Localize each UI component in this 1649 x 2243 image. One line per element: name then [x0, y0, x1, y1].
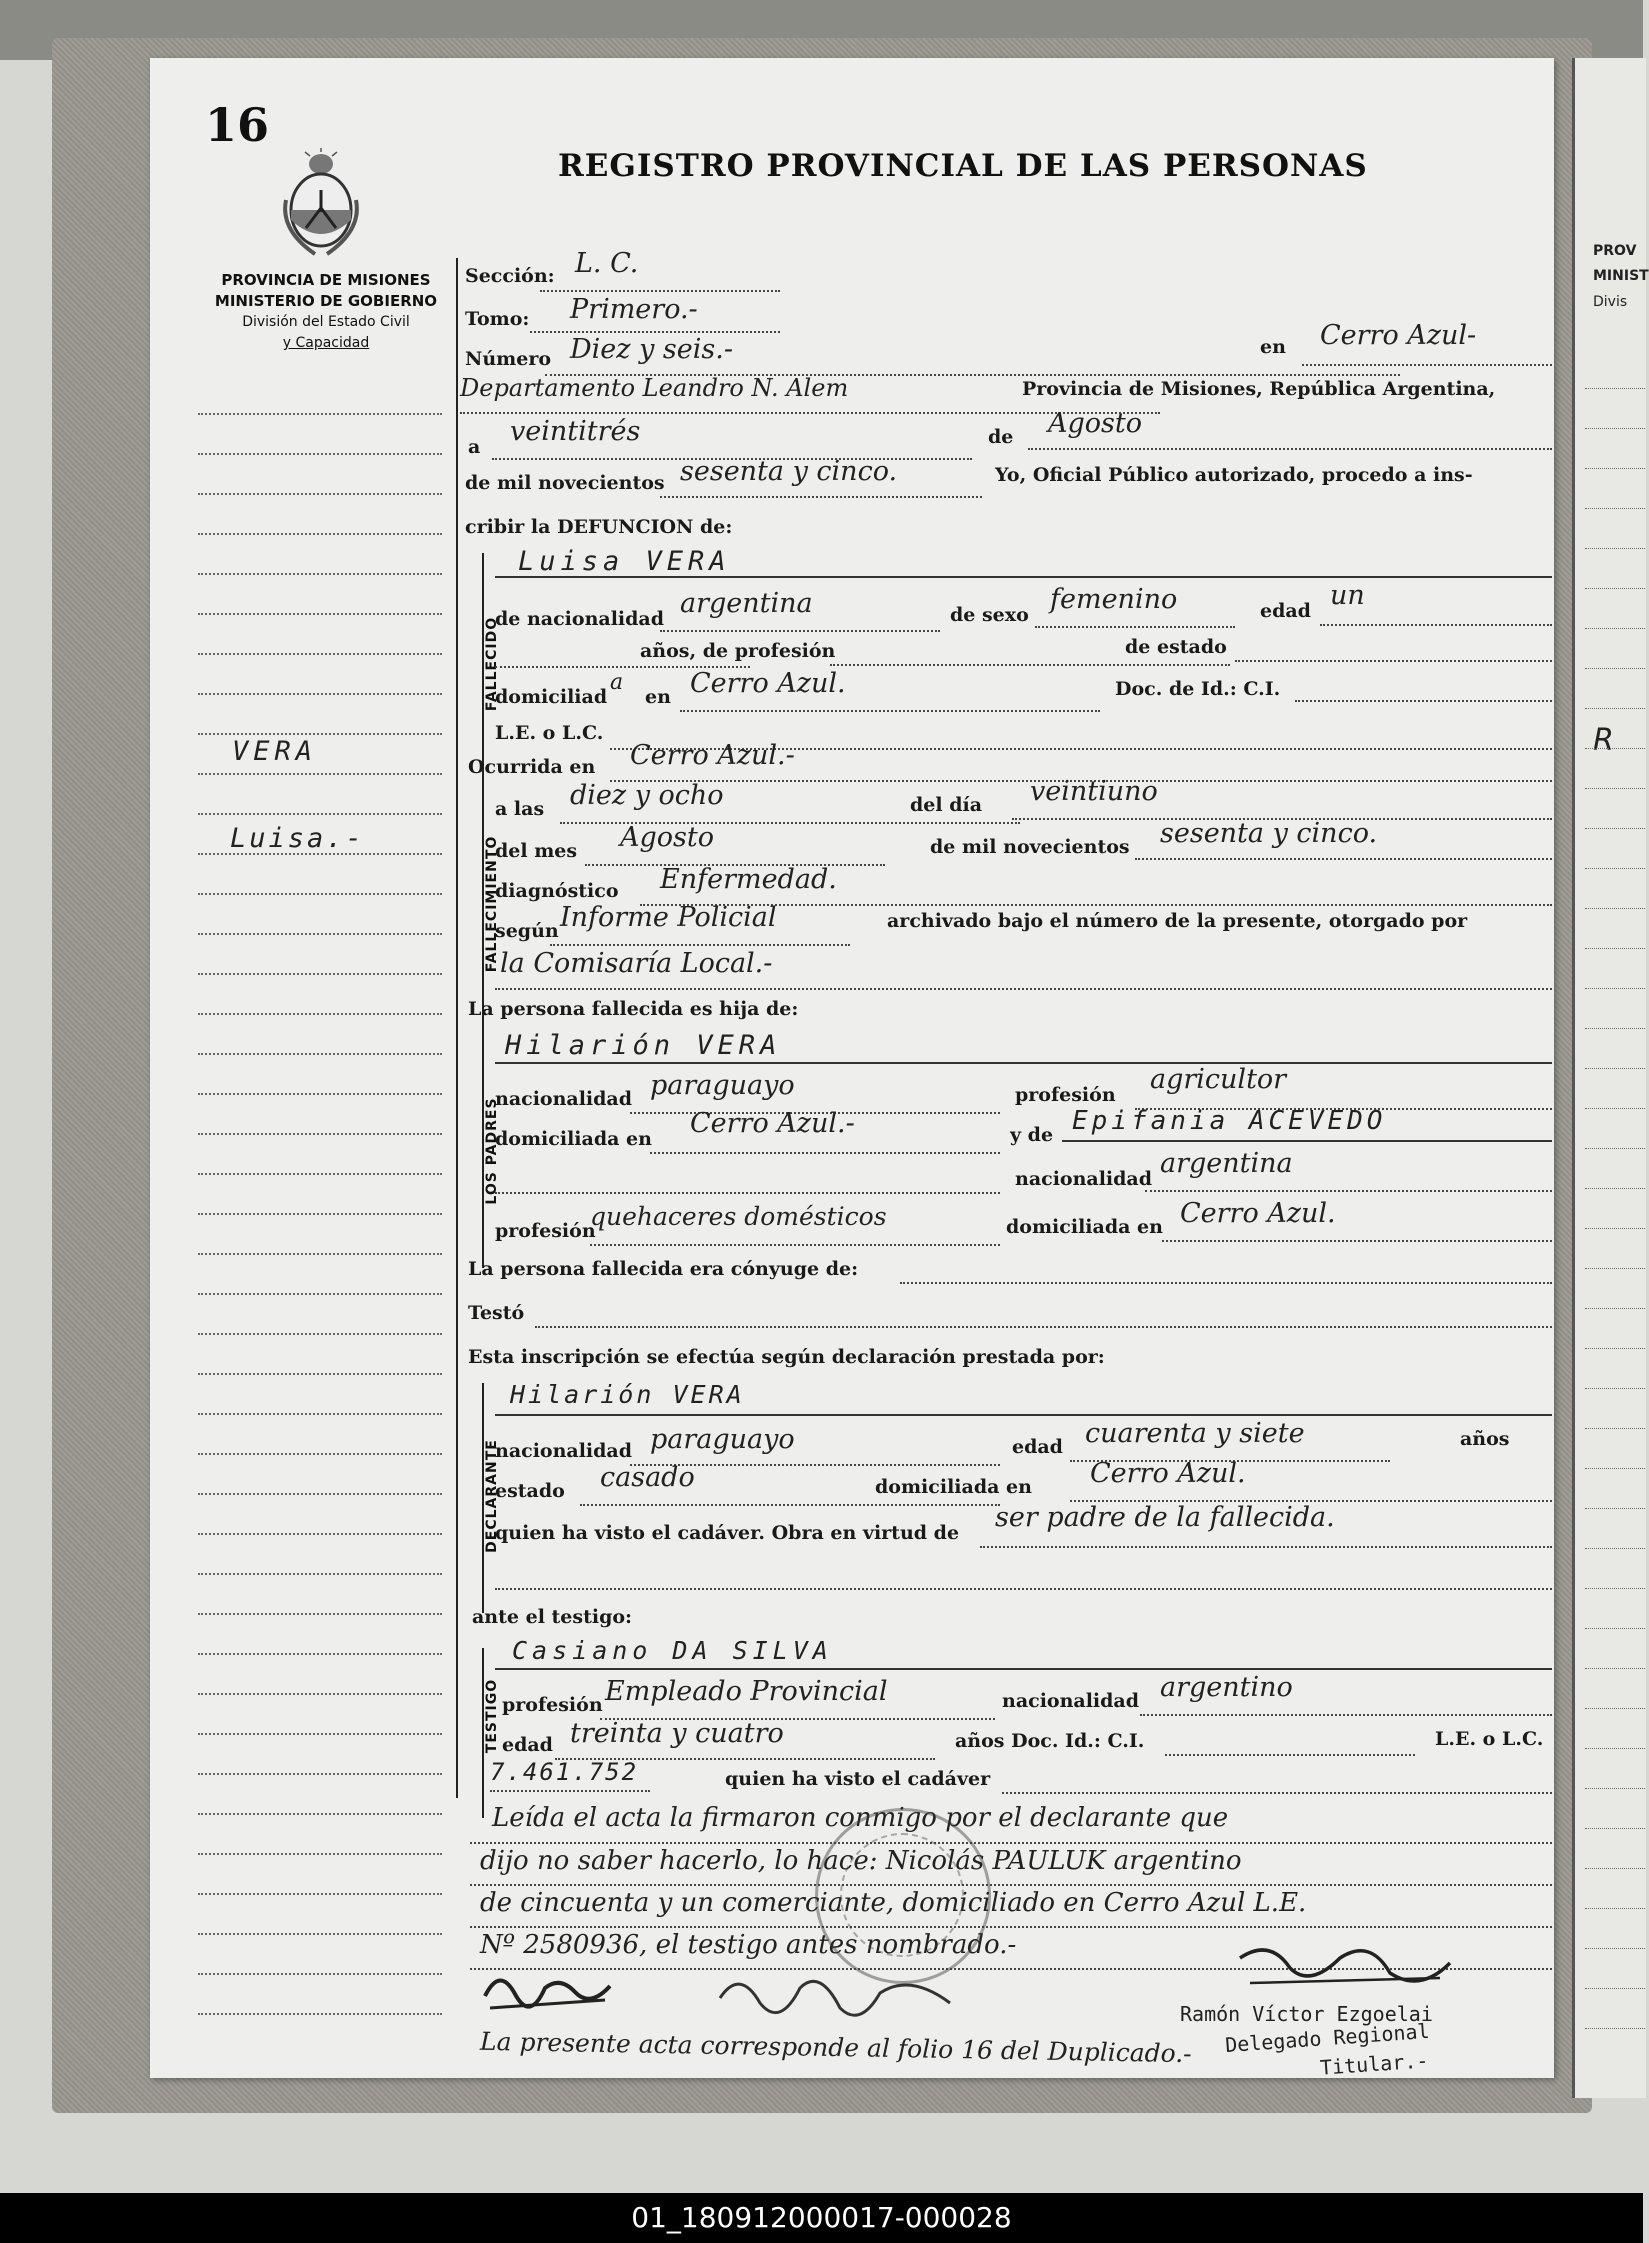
- padre-profesion-label: profesión: [1015, 1084, 1116, 1106]
- domicilio-value: Cerro Azul.: [690, 668, 846, 699]
- margin-ruling-line: [198, 1973, 442, 1975]
- adjacent-ruling-line: [1585, 1908, 1645, 1909]
- officer-title-1: Delegado Regional: [1224, 2018, 1431, 2058]
- sexo-label: de sexo: [950, 604, 1029, 626]
- dotted-line: [530, 331, 780, 333]
- ante-testigo-label: ante el testigo:: [472, 1606, 633, 1628]
- testigo-doc-value: 7.461.752: [490, 1758, 639, 1786]
- dotted-line: [470, 1842, 1552, 1844]
- testigo-doc-label: años Doc. Id.: C.I.: [955, 1730, 1145, 1752]
- witness-signature: [710, 1958, 970, 2038]
- adjacent-ruling-line: [1585, 1748, 1645, 1749]
- adjacent-ruling-line: [1585, 1268, 1645, 1269]
- declarante-section-label: DECLARANTE: [484, 1439, 500, 1553]
- anio-fallecimiento-value: sesenta y cinco.: [1160, 818, 1378, 849]
- adjacent-ruling-line: [1585, 788, 1645, 789]
- adjacent-ruling-line: [1585, 988, 1645, 989]
- adjacent-ruling-line: [1585, 1988, 1645, 1989]
- province-line: PROVINCIA DE MISIONES: [221, 271, 431, 289]
- adjacent-ruling-line: [1585, 1548, 1645, 1549]
- dotted-line: [1135, 858, 1552, 860]
- dotted-line: [660, 630, 940, 632]
- adjacent-page: [1572, 58, 1649, 2098]
- estado-label: de estado: [1125, 636, 1227, 658]
- adjacent-ruling-line: [1585, 1308, 1645, 1309]
- margin-surname: VERA: [232, 736, 318, 767]
- dotted-line: [495, 1588, 1552, 1590]
- hora-value: diez y ocho: [570, 780, 724, 811]
- note-line-3: de cincuenta y un comerciante, domiciliado en Cerro Azul L.E.: [480, 1888, 1307, 1918]
- edad-value: un: [1330, 580, 1365, 611]
- padre-domicilio-label: domiciliada en: [495, 1128, 652, 1150]
- nacionalidad-label: de nacionalidad: [495, 608, 665, 630]
- dotted-line: [640, 904, 1552, 906]
- adjacent-page-text-3: Divis: [1593, 294, 1628, 310]
- margin-ruling-line: [198, 733, 442, 735]
- declarante-domicilio-value: Cerro Azul.: [1090, 1458, 1246, 1489]
- dotted-line: [680, 710, 1100, 712]
- dotted-line: [1035, 626, 1235, 628]
- adjacent-ruling-line: [1585, 588, 1645, 589]
- margin-ruling-line: [198, 773, 442, 775]
- padre-domicilio-value: Cerro Azul.-: [690, 1108, 855, 1139]
- margin-ruling-line: [198, 813, 442, 815]
- adjacent-page-text-2: MINIST: [1593, 268, 1649, 284]
- oficial-label: Yo, Oficial Público autorizado, procedo a ins-: [995, 464, 1473, 486]
- margin-ruling-line: [198, 1693, 442, 1695]
- adjacent-ruling-line: [1585, 548, 1645, 549]
- testigo-le-lc-label: L.E. o L.C.: [1435, 1728, 1544, 1750]
- en-label-2: en: [645, 686, 671, 708]
- madre-domicilio-value: Cerro Azul.: [1180, 1198, 1336, 1229]
- margin-ruling-line: [198, 1013, 442, 1015]
- adjacent-ruling-line: [1585, 1868, 1645, 1869]
- padre-nacionalidad-value: paraguayo: [650, 1070, 795, 1101]
- dotted-line: [490, 1790, 650, 1792]
- quien-visto-label: quien ha visto el cadáver. Obra en virtud de: [495, 1522, 960, 1544]
- adjacent-ruling-line: [1585, 628, 1645, 629]
- adjacent-ruling-line: [1585, 1388, 1645, 1389]
- main-column-border: [456, 258, 458, 1798]
- adjacent-ruling-line: [1585, 1788, 1645, 1789]
- adjacent-ruling-line: [1585, 1468, 1645, 1469]
- adjacent-ruling-line: [1585, 948, 1645, 949]
- dotted-line: [830, 664, 1230, 666]
- adjacent-ruling-line: [1585, 468, 1645, 469]
- capacity-line: y Capacidad: [282, 335, 370, 351]
- declarante-edad-label: edad: [1012, 1436, 1063, 1458]
- fallecido-section-label: FALLECIDO: [484, 616, 500, 712]
- quien-visto-2-label: quien ha visto el cadáver: [725, 1768, 991, 1790]
- madre-name: Epifania ACEVEDO: [1072, 1106, 1387, 1136]
- adjacent-ruling-line: [1585, 1028, 1645, 1029]
- dotted-line: [1162, 1240, 1552, 1242]
- dotted-line: [550, 944, 850, 946]
- adjacent-ruling-line: [1585, 668, 1645, 669]
- tomo-label: Tomo:: [465, 308, 530, 330]
- note-line-2: dijo no saber hacerlo, lo hace: Nicolás PAULUK argentino: [480, 1846, 1242, 1876]
- margin-ruling-line: [198, 1653, 442, 1655]
- de-label: de: [988, 426, 1014, 448]
- segun-label: según: [495, 920, 559, 942]
- hija-de-label: La persona fallecida es hija de:: [468, 998, 799, 1020]
- mes-label: del mes: [495, 840, 578, 862]
- edad-label: edad: [1260, 600, 1311, 622]
- margin-ruling-line: [198, 1093, 442, 1095]
- officer-name: Ramón Víctor Ezgoelai: [1180, 2002, 1433, 2026]
- margin-given-name: Luisa.-: [230, 823, 365, 854]
- testigo-profesion-value: Empleado Provincial: [605, 1676, 888, 1707]
- dotted-line: [1320, 624, 1552, 626]
- dotted-line: [1235, 660, 1552, 662]
- adjacent-ruling-line: [1585, 1148, 1645, 1149]
- dotted-line: [535, 1326, 1552, 1328]
- dotted-line: [980, 1546, 1552, 1548]
- declarante-estado-value: casado: [600, 1462, 695, 1493]
- declarante-name: Hilarión VERA: [510, 1380, 745, 1409]
- numero-label: Número: [465, 348, 552, 370]
- adjacent-ruling-line: [1585, 388, 1645, 389]
- underline: [495, 576, 1552, 578]
- madre-nacionalidad-value: argentina: [1160, 1148, 1293, 1179]
- dotted-line: [580, 1504, 1000, 1506]
- fallecimiento-section-label: FALLECIMIENTO: [484, 835, 500, 973]
- testigo-nacionalidad-value: argentino: [1160, 1672, 1293, 1703]
- testigo-profesion-label: profesión: [502, 1694, 603, 1716]
- province-header: [196, 270, 456, 354]
- officer-signature: [1230, 1938, 1460, 2008]
- division-line: División del Estado Civil: [242, 314, 410, 330]
- fallecido-name: Luisa VERA: [518, 546, 731, 577]
- registry-page: [150, 58, 1554, 2078]
- anos-label: años: [1460, 1428, 1510, 1450]
- margin-ruling-line: [198, 693, 442, 695]
- margin-ruling-line: [198, 1373, 442, 1375]
- dotted-line: [1028, 448, 1552, 450]
- margin-ruling-line: [198, 893, 442, 895]
- dotted-line: [470, 1884, 1552, 1886]
- folio-number: 16: [205, 98, 270, 152]
- archivado-label: archivado bajo el número de la presente, otorgado por: [887, 910, 1468, 932]
- a-label: a: [468, 436, 481, 458]
- adjacent-ruling-line: [1585, 1348, 1645, 1349]
- adjacent-ruling-line: [1585, 508, 1645, 509]
- adjacent-ruling-line: [1585, 2028, 1645, 2029]
- margin-ruling-line: [198, 453, 442, 455]
- margin-ruling-line: [198, 1173, 442, 1175]
- madre-domicilio-label: domiciliada en: [1006, 1216, 1163, 1238]
- dia-value: veintitrés: [510, 416, 641, 447]
- testo-label: Testó: [468, 1302, 525, 1324]
- adjacent-ruling-line: [1585, 1588, 1645, 1589]
- y-de-label: y de: [1010, 1124, 1054, 1146]
- margin-ruling-line: [198, 1253, 442, 1255]
- dotted-line: [660, 496, 982, 498]
- registry-title: REGISTRO PROVINCIAL DE LAS PERSONAS: [558, 148, 1368, 184]
- numero-value: Diez y seis.-: [570, 334, 733, 365]
- departamento-value: Departamento Leandro N. Alem: [460, 374, 849, 402]
- testigo-edad-value: treinta y cuatro: [570, 1718, 784, 1749]
- nacionalidad-value: argentina: [680, 588, 813, 619]
- mes-value: Agosto: [1048, 408, 1142, 439]
- testigo-edad-label: edad: [502, 1734, 553, 1756]
- adjacent-ruling-line: [1585, 1428, 1645, 1429]
- adjacent-page-text-1: PROV: [1593, 243, 1637, 259]
- adjacent-ruling-line: [1585, 1188, 1645, 1189]
- margin-ruling-line: [198, 1213, 442, 1215]
- conyuge-label: La persona fallecida era cónyuge de:: [468, 1258, 859, 1280]
- declarant-signature: [480, 1956, 620, 2016]
- margin-ruling-line: [198, 1813, 442, 1815]
- dotted-line: [470, 1926, 1552, 1928]
- adjacent-ruling-line: [1585, 1668, 1645, 1669]
- dotted-line: [1302, 364, 1552, 366]
- defuncion-label: cribir la DEFUNCION de:: [465, 516, 733, 538]
- adjacent-ruling-line: [1585, 1228, 1645, 1229]
- image-caption: 01_180912000017-000028: [0, 2193, 1643, 2243]
- padre-name: Hilarión VERA: [505, 1030, 782, 1061]
- underline: [495, 1062, 1552, 1064]
- underline: [1062, 1140, 1552, 1142]
- padre-nacionalidad-label: nacionalidad: [495, 1088, 633, 1110]
- underline: [495, 1414, 1552, 1416]
- dotted-line: [1295, 700, 1552, 702]
- adjacent-ruling-line: [1585, 868, 1645, 869]
- padres-section-label: LOS PADRES: [484, 1097, 500, 1205]
- declarante-nacionalidad-label: nacionalidad: [495, 1440, 633, 1462]
- declarante-edad-value: cuarenta y siete: [1085, 1418, 1305, 1449]
- ocurrida-value: Cerro Azul.-: [630, 740, 795, 771]
- seccion-label: Sección:: [465, 265, 555, 287]
- declarante-nacionalidad-value: paraguayo: [650, 1424, 795, 1455]
- margin-ruling-line: [198, 973, 442, 975]
- dia-fallecimiento-value: veintiuno: [1030, 776, 1158, 807]
- adjacent-ruling-line: [1585, 828, 1645, 829]
- dotted-line: [1145, 1190, 1552, 1192]
- adjacent-ruling-line: [1585, 708, 1645, 709]
- margin-ruling-line: [198, 1933, 442, 1935]
- note-line-1: Leída el acta la firmaron conmigo por el declarante que: [492, 1803, 1229, 1833]
- margin-ruling-line: [198, 1573, 442, 1575]
- coat-of-arms-icon: [280, 150, 362, 260]
- ocurrida-label: Ocurrida en: [468, 756, 596, 778]
- adjacent-ruling-line: [1585, 1108, 1645, 1109]
- seccion-value: L. C.: [575, 248, 639, 279]
- underline: [495, 1668, 1552, 1670]
- declarante-estado-label: estado: [495, 1480, 565, 1502]
- margin-ruling-line: [198, 1613, 442, 1615]
- margin-ruling-line: [198, 1133, 442, 1135]
- dotted-line: [495, 1192, 1000, 1194]
- declarante-virtud-value: ser padre de la fallecida.: [995, 1502, 1335, 1533]
- le-lc-label: L.E. o L.C.: [495, 722, 604, 744]
- comisaria-value: la Comisaría Local.-: [500, 948, 773, 979]
- hora-label: a las: [495, 798, 545, 820]
- margin-ruling-line: [198, 1733, 442, 1735]
- madre-profesion-value: quehaceres domésticos: [590, 1202, 887, 1231]
- margin-ruling-line: [198, 533, 442, 535]
- inscripcion-label: Esta inscripción se efectúa según declaración prestada por:: [468, 1346, 1105, 1368]
- margin-ruling-line: [198, 653, 442, 655]
- tomo-value: Primero.-: [570, 294, 698, 325]
- dotted-line: [540, 290, 780, 292]
- segun-value: Informe Policial: [560, 902, 777, 933]
- testigo-nacionalidad-label: nacionalidad: [1002, 1690, 1140, 1712]
- domicilio-suffix: a: [610, 670, 624, 695]
- margin-ruling-line: [198, 1293, 442, 1295]
- margin-ruling-line: [198, 1453, 442, 1455]
- dotted-line: [1165, 1754, 1415, 1756]
- margin-ruling-line: [198, 493, 442, 495]
- margin-ruling-line: [198, 1773, 442, 1775]
- testigo-name: Casiano DA SILVA: [512, 1636, 833, 1665]
- margin-ruling-line: [198, 1853, 442, 1855]
- sexo-value: femenino: [1050, 584, 1178, 615]
- dotted-line: [590, 1244, 1000, 1246]
- margin-ruling-line: [198, 1053, 442, 1055]
- dia-label: del día: [910, 794, 983, 816]
- margin-ruling-line: [198, 1893, 442, 1895]
- adjacent-page-letter: R: [1593, 723, 1614, 758]
- doc-id-label: Doc. de Id.: C.I.: [1115, 678, 1281, 700]
- dotted-line: [650, 1152, 1000, 1154]
- adjacent-ruling-line: [1585, 1628, 1645, 1629]
- provincia-label: Provincia de Misiones, República Argentina,: [1022, 378, 1496, 400]
- margin-ruling-line: [198, 1413, 442, 1415]
- adjacent-ruling-line: [1585, 908, 1645, 909]
- adjacent-ruling-line: [1585, 1708, 1645, 1709]
- adjacent-ruling-line: [1585, 1508, 1645, 1509]
- ministry-line: MINISTERIO DE GOBIERNO: [214, 292, 438, 310]
- dotted-line: [495, 988, 1552, 990]
- adjacent-ruling-line: [1585, 748, 1645, 749]
- margin-ruling-line: [198, 1333, 442, 1335]
- profesion-label: años, de profesión: [640, 640, 836, 662]
- margin-ruling-line: [198, 1533, 442, 1535]
- note-line-4: Nº 2580936, el testigo antes nombrado.-: [480, 1930, 1017, 1960]
- adjacent-ruling-line: [1585, 1068, 1645, 1069]
- dotted-line: [900, 1282, 1552, 1284]
- adjacent-ruling-line: [1585, 1948, 1645, 1949]
- margin-ruling-line: [198, 1493, 442, 1495]
- margin-ruling-line: [198, 413, 442, 415]
- en-label: en: [1260, 336, 1286, 358]
- mil-novecientos-label-2: de mil novecientos: [930, 836, 1130, 858]
- margin-ruling-line: [198, 933, 442, 935]
- officer-title-2: Titular.-: [1319, 2048, 1430, 2080]
- diagnostico-value: Enfermedad.: [660, 864, 837, 895]
- dotted-line: [1140, 1714, 1552, 1716]
- adjacent-ruling-line: [1585, 428, 1645, 429]
- anio-value: sesenta y cinco.: [680, 456, 898, 487]
- localidad-value: Cerro Azul-: [1320, 320, 1477, 351]
- diagnostico-label: diagnóstico: [495, 880, 619, 902]
- domicilio-label: domiciliad: [495, 686, 608, 708]
- dotted-line: [1002, 1792, 1552, 1794]
- footer-note: La presente acta corresponde al folio 16 del Duplicado.-: [479, 2026, 1192, 2069]
- margin-ruling-line: [198, 613, 442, 615]
- madre-nacionalidad-label: nacionalidad: [1015, 1168, 1153, 1190]
- adjacent-ruling-line: [1585, 1828, 1645, 1829]
- declarante-domicilio-label: domiciliada en: [875, 1476, 1032, 1498]
- margin-ruling-line: [198, 573, 442, 575]
- margin-ruling-line: [198, 2013, 442, 2015]
- seal-inner-ring: [840, 1833, 964, 1957]
- testigo-section-label: TESTIGO: [484, 1678, 500, 1754]
- padre-profesion-value: agricultor: [1150, 1064, 1287, 1095]
- mes-fallecimiento-value: Agosto: [620, 822, 714, 853]
- mil-novecientos-label: de mil novecientos: [465, 472, 665, 494]
- madre-profesion-label: profesión: [495, 1220, 596, 1242]
